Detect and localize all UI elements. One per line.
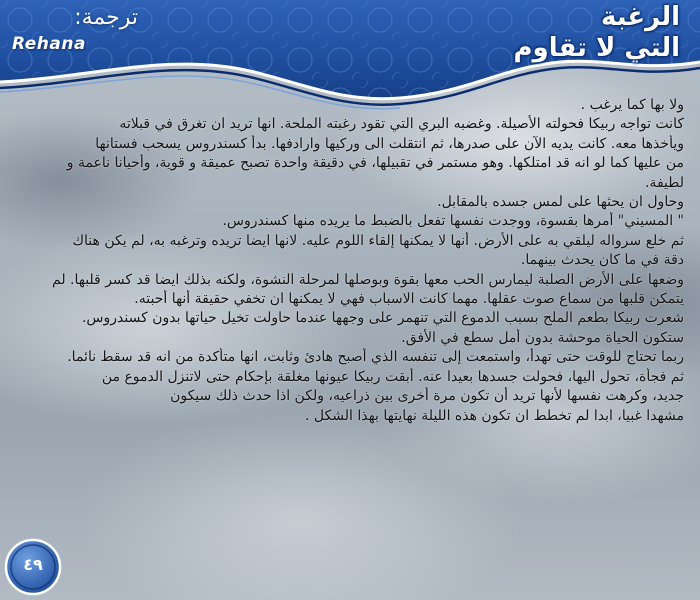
text-line: مشهدا غبيا، ابدا لم تخطط ان تكون هذه الليلة نهايتها بهذا الشكل . <box>305 407 684 424</box>
text-line: ويأخذها معه. كانت يديه الآن على صدرها، ثم انتقلت الى وركيها وارادفها. بدأ كسندروس يسحب فستانها <box>95 135 684 152</box>
translator-name: Rehana <box>12 34 86 54</box>
text-line: ثم فجأة، تحول اليها، فحولت جسدها بعيدا عنه. أبقت ربيكا عيونها مغلقة بإحكام حتى لاتنزل الدموع من <box>101 368 684 385</box>
text-line: ثم خلع سرواله ليلقي به على الأرض. أنها لا يمكنها إلقاء اللوم عليه. لانها ايضا تريده وترغبه به، لم يكن هناك <box>72 232 684 249</box>
text-line: من عليها كما لو انه قد امتلكها. وهو مستمر في تقبيلها، في دقيقة واحدة تصبح عميقة و قوية، وأحيانا ناعمة و <box>66 155 684 172</box>
text-line: ولا بها كما يرغب . <box>580 97 684 113</box>
text-line: وحاول ان يحثها على لمس جسده بالمقابل. <box>437 194 684 211</box>
page-number: ٤٩ <box>23 555 43 574</box>
translator-label: ترجمة: <box>74 5 138 30</box>
title-line-2: التي لا تقاوم <box>513 33 680 63</box>
chapter-title <box>420 2 680 64</box>
text-line: شعرت ربيكا بطعم الملح بسبب الدموع التي تنهمر على وجهها عندما حاولت تخيل حياتها بدون كسندروس. <box>81 310 684 327</box>
text-line: ربما تحتاج للوقت حتى تهدأ، واستمعت إلى تنفسه الذي أصبح هادئ وثابت، انها متأكدة من انه قد سقط نائما. <box>67 349 684 366</box>
text-line: يتمكن قلبها من سماع صوت عقلها. مهما كانت الاسباب فهي لا يمكنها ان تخفي حقيقة أنها أحبته. <box>134 291 684 308</box>
text-line: كانت تواجه ربيكا فحولته الأصيلة. وغضبه البري التي تقود رغبته الملحة. انها تريد ان تغرق في قبلاته <box>119 116 684 133</box>
text-line: جديد، وكرهت نفسها لأنها تريد أن تكون مرة أخرى بين ذراعيه، ولكن اذا حدث ذلك سيكون <box>170 388 684 405</box>
text-line: " المسيني" أمرها بقسوة، ووجدت نفسها تفعل بالضبط ما يريده منها كسندروس. <box>222 213 684 230</box>
text-line: دقة في ما كان يحدث بينهما. <box>520 252 684 269</box>
story-text <box>12 96 684 426</box>
title-line-1: الرغبة <box>601 2 680 32</box>
text-line: ستكون الحياة موحشة بدون أمل سطع في الأفق. <box>401 329 684 346</box>
text-line: لطيفة. <box>644 174 684 191</box>
text-line: وضعها على الأرض الصلبة ليمارس الحب معها بقوة وبوصلها لمرحلة النشوة، ولكنه بذلك ايضا قد كسر قلبها. لم <box>52 271 684 288</box>
